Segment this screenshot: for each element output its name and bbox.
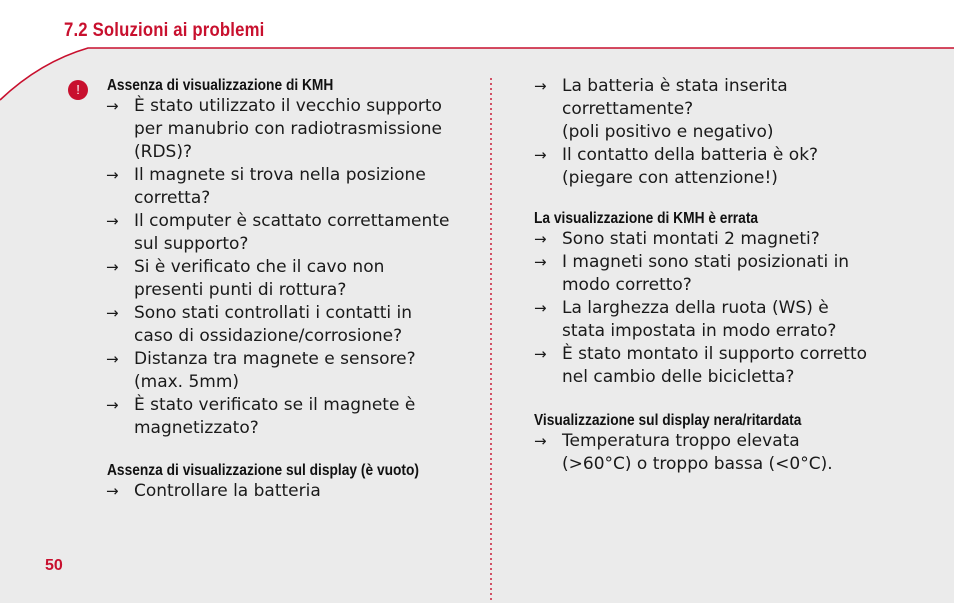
checklist-item-line: Il magnete si trova nella posizione: [134, 165, 426, 185]
checklist-item-line: Il computer è scattato correttamente: [134, 211, 450, 231]
arrow-right-icon: →: [106, 482, 119, 500]
checklist-item-line: (>60°C) o troppo bassa (<0°C).: [562, 454, 833, 474]
checklist-item-line: (RDS)?: [134, 142, 192, 162]
arrow-right-icon: →: [534, 230, 547, 248]
warning-icon: !: [68, 80, 88, 100]
checklist-item: [534, 75, 934, 144]
checklist-item: [106, 348, 487, 394]
checklist-item-line: La batteria è stata inserita: [562, 76, 788, 96]
arrow-right-icon: →: [534, 345, 547, 363]
checklist-item: [534, 297, 934, 343]
checklist-item: [534, 144, 934, 190]
checklist-item-line: corretta?: [134, 188, 211, 208]
checklist-item-line: Distanza tra magnete e sensore?: [134, 349, 416, 369]
checklist-item-line: È stato montato il supporto corretto: [562, 344, 868, 364]
arrow-right-icon: →: [534, 299, 547, 317]
checklist-item-line: (poli positivo e negativo): [562, 122, 774, 142]
arrow-right-icon: →: [106, 396, 119, 414]
section-heading: La visualizzazione di KMH è errata: [534, 210, 759, 227]
checklist-item: [534, 430, 934, 476]
arrow-right-icon: →: [534, 432, 547, 450]
checklist-item: [106, 164, 487, 210]
right-section-display-black: [534, 412, 934, 476]
checklist-item: [106, 302, 487, 348]
left-section-display-empty: [107, 462, 487, 503]
checklist-item: [106, 210, 487, 256]
checklist-item-line: correttamente?: [562, 99, 694, 119]
left-section-kmh-missing: [107, 77, 487, 440]
checklist: [106, 480, 487, 503]
right-section-battery: [534, 75, 934, 190]
checklist-item-line: sul supporto?: [134, 234, 249, 254]
checklist-item: [106, 480, 487, 503]
section-heading: Visualizzazione sul display nera/ritardata: [534, 412, 802, 429]
right-section-kmh-wrong: [534, 210, 934, 389]
checklist-item-line: Temperatura troppo elevata: [562, 431, 800, 451]
section-heading: Assenza di visualizzazione di KMH: [107, 77, 334, 94]
checklist-item-line: Sono stati montati 2 magneti?: [562, 229, 820, 249]
checklist-item: [106, 95, 487, 164]
checklist-item-line: Controllare la batteria: [134, 481, 321, 501]
checklist-item-line: Il contatto della batteria è ok?: [562, 145, 819, 165]
checklist-item-line: È stato utilizzato il vecchio supporto: [134, 96, 442, 116]
checklist-item-line: nel cambio delle bicicletta?: [562, 367, 795, 387]
checklist-item-line: Si è verificato che il cavo non: [134, 257, 385, 277]
checklist-item: [534, 251, 934, 297]
arrow-right-icon: →: [106, 258, 119, 276]
checklist-item: [106, 394, 487, 440]
arrow-right-icon: →: [106, 304, 119, 322]
checklist-item-line: per manubrio con radiotrasmissione: [134, 119, 443, 139]
arrow-right-icon: →: [106, 97, 119, 115]
checklist-item-line: Sono stati controllati i contatti in: [134, 303, 413, 323]
arrow-right-icon: →: [106, 350, 119, 368]
checklist: [106, 95, 487, 440]
checklist-item-line: (piegare con attenzione!): [562, 168, 778, 188]
section-heading: Assenza di visualizzazione sul display (è vuoto): [107, 462, 419, 479]
arrow-right-icon: →: [106, 212, 119, 230]
arrow-right-icon: →: [534, 146, 547, 164]
checklist-item-line: I magneti sono stati posizionati in: [562, 252, 850, 272]
checklist: [534, 75, 934, 190]
checklist-item-line: modo corretto?: [562, 275, 692, 295]
checklist-item: [534, 228, 934, 251]
arrow-right-icon: →: [534, 253, 547, 271]
checklist: [534, 430, 934, 476]
checklist-item-line: (max. 5mm): [134, 372, 240, 392]
checklist-item-line: È stato verificato se il magnete è: [134, 395, 416, 415]
checklist-item-line: presenti punti di rottura?: [134, 280, 347, 300]
checklist-item-line: stata impostata in modo errato?: [562, 321, 837, 341]
checklist-item-line: magnetizzato?: [134, 418, 259, 438]
checklist: [534, 228, 934, 389]
section-title: 7.2 Soluzioni ai problemi: [64, 20, 265, 41]
arrow-right-icon: →: [534, 77, 547, 95]
checklist-item-line: caso di ossidazione/corrosione?: [134, 326, 403, 346]
checklist-item: [106, 256, 487, 302]
checklist-item-line: La larghezza della ruota (WS) è: [562, 298, 829, 318]
checklist-item: [534, 343, 934, 389]
arrow-right-icon: →: [106, 166, 119, 184]
page-number: 50: [45, 557, 63, 574]
